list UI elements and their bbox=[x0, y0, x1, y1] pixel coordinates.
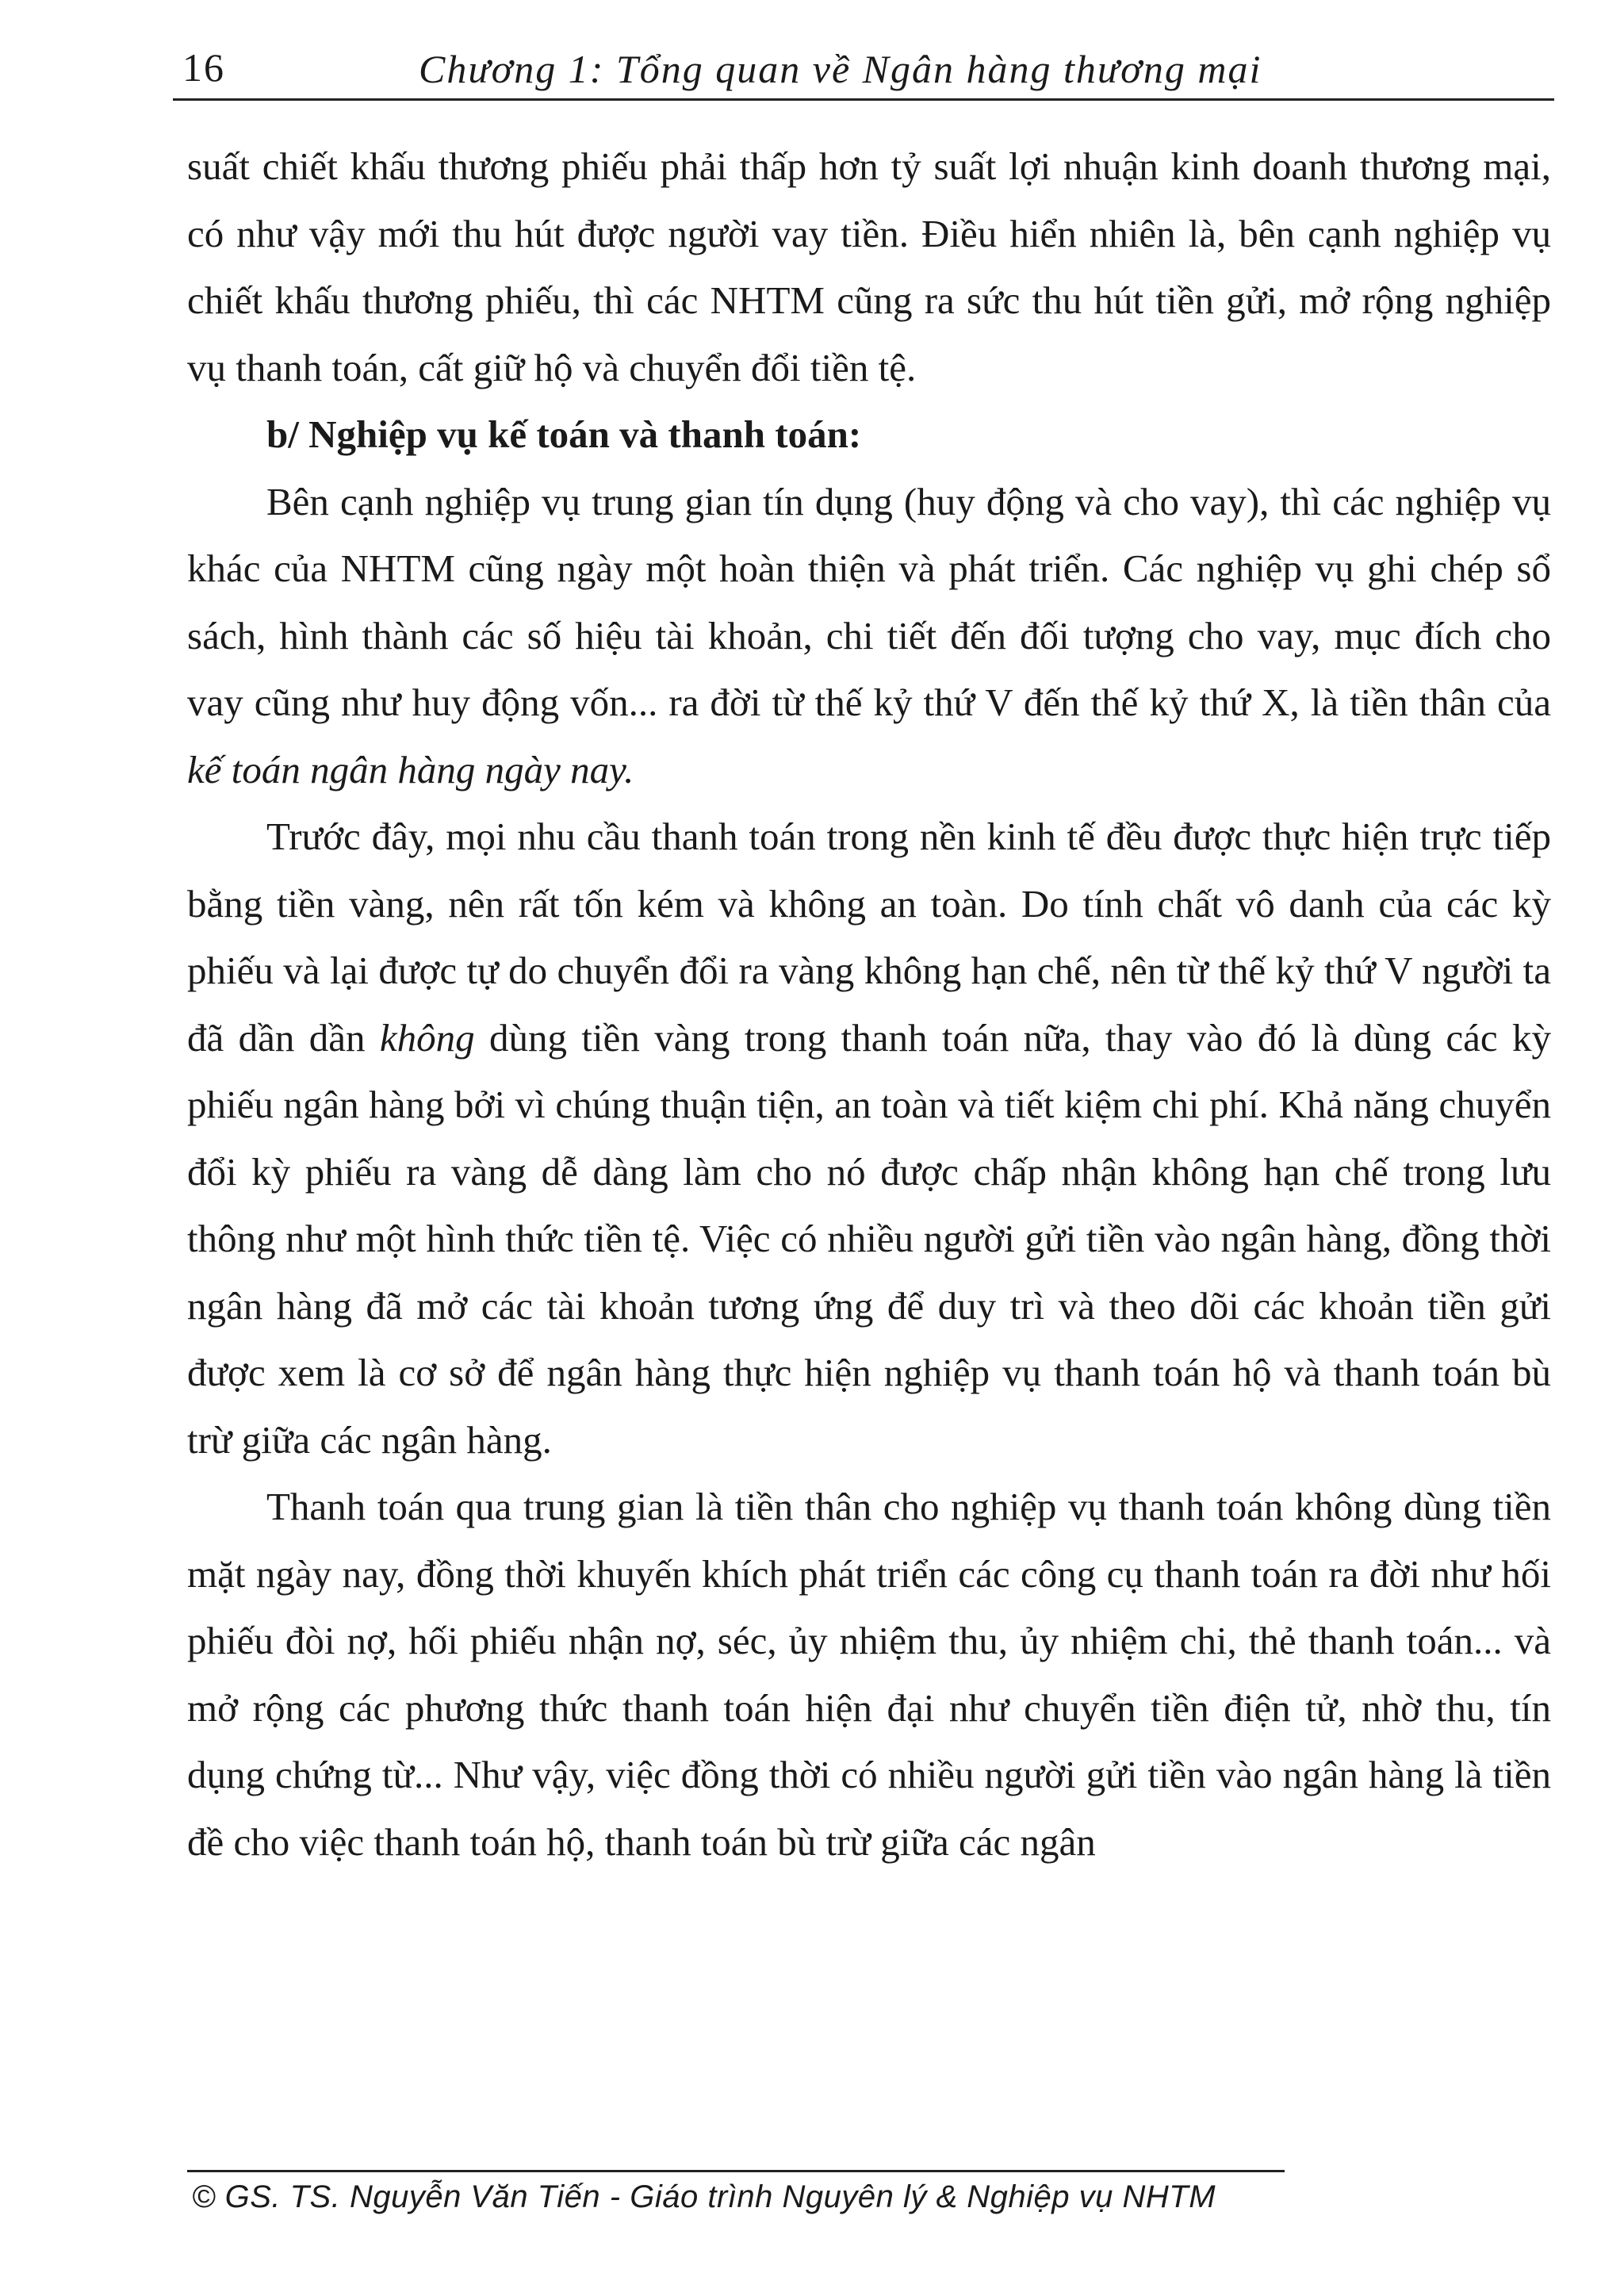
paragraph-3-italic: không bbox=[379, 1015, 475, 1060]
paragraph-2-text: Bên cạnh nghiệp vụ trung gian tín dụng (huy động và cho vay), thì các nghiệp vụ khác của NHTM cũng ngày một hoàn thiện và phát triển. Các nghiệp vụ ghi chép sổ sách, hình thành các số hiệu tài khoản, chi tiết đến đối tượng cho vay, mục đích cho vay cũng như huy động vốn... ra đời từ thế kỷ thứ V đến thế kỷ thứ X, là tiền thân của bbox=[187, 479, 1551, 724]
page-footer: © GS. TS. Nguyễn Văn Tiến - Giáo trình Nguyên lý & Nghiệp vụ NHTM bbox=[192, 2179, 1216, 2214]
running-head: Chương 1: Tổng quan về Ngân hàng thương mại bbox=[419, 47, 1262, 91]
page-number: 16 bbox=[182, 45, 225, 90]
paragraph-3-text-b: dùng tiền vàng trong thanh toán nữa, thay vào đó là dùng các kỳ phiếu ngân hàng bởi vì chúng thuận tiện, an toàn và tiết kiệm chi phí. Khả năng chuyển đổi kỳ phiếu ra vàng dễ dàng làm cho nó được chấp nhận không hạn chế trong lưu thông như một hình thức tiền tệ. Việc có nhiều người gửi tiền vào ngân hàng, đồng thời ngân hàng đã mở các tài khoản tương ứng để duy trì và theo dõi các khoản tiền gửi được xem là cơ sở để ngân hàng thực hiện nghiệp vụ thanh toán hộ và thanh toán bù trừ giữa các ngân hàng. bbox=[187, 1015, 1552, 1462]
section-heading: b/ Nghiệp vụ kế toán và thanh toán: bbox=[266, 412, 862, 456]
header-rule bbox=[173, 98, 1554, 101]
paragraph-3 bbox=[187, 803, 1551, 1474]
footer-rule bbox=[187, 2170, 1285, 2172]
body-text bbox=[187, 133, 1551, 1876]
page-header bbox=[173, 41, 1553, 105]
paragraph-2 bbox=[187, 469, 1551, 804]
paragraph-1: suất chiết khấu thương phiếu phải thấp hơn tỷ suất lợi nhuận kinh doanh thương mại, có như vậy mới thu hút được người vay tiền. Điều hiển nhiên là, bên cạnh nghiệp vụ chiết khấu thương phiếu, thì các NHTM cũng ra sức thu hút tiền gửi, mở rộng nghiệp vụ thanh toán, cất giữ hộ và chuyển đổi tiền tệ. bbox=[187, 144, 1551, 389]
paragraph-4: Thanh toán qua trung gian là tiền thân cho nghiệp vụ thanh toán không dùng tiền mặt ngày nay, đồng thời khuyến khích phát triển các công cụ thanh toán ra đời như hối phiếu đòi nợ, hối phiếu nhận nợ, séc, ủy nhiệm thu, ủy nhiệm chi, thẻ thanh toán... và mở rộng các phương thức thanh toán hiện đại như chuyển tiền điện tử, nhờ thu, tín dụng chứng từ... Như vậy, việc đồng thời có nhiều người gửi tiền vào ngân hàng là tiền đề cho việc thanh toán hộ, thanh toán bù trừ giữa các ngân bbox=[187, 1485, 1551, 1864]
paragraph-2-italic: kế toán ngân hàng ngày nay. bbox=[187, 747, 634, 792]
paragraph-3-text-a: Trước đây, mọi nhu cầu thanh toán trong nền kinh tế đều được thực hiện trực tiếp bằng tiền vàng, nên rất tốn kém và không an toàn. Do tính chất vô danh của các kỳ phiếu và lại được tự do chuyển đổi ra vàng không hạn chế, nên từ thế kỷ thứ V người ta đã dần dần bbox=[187, 815, 1551, 1060]
